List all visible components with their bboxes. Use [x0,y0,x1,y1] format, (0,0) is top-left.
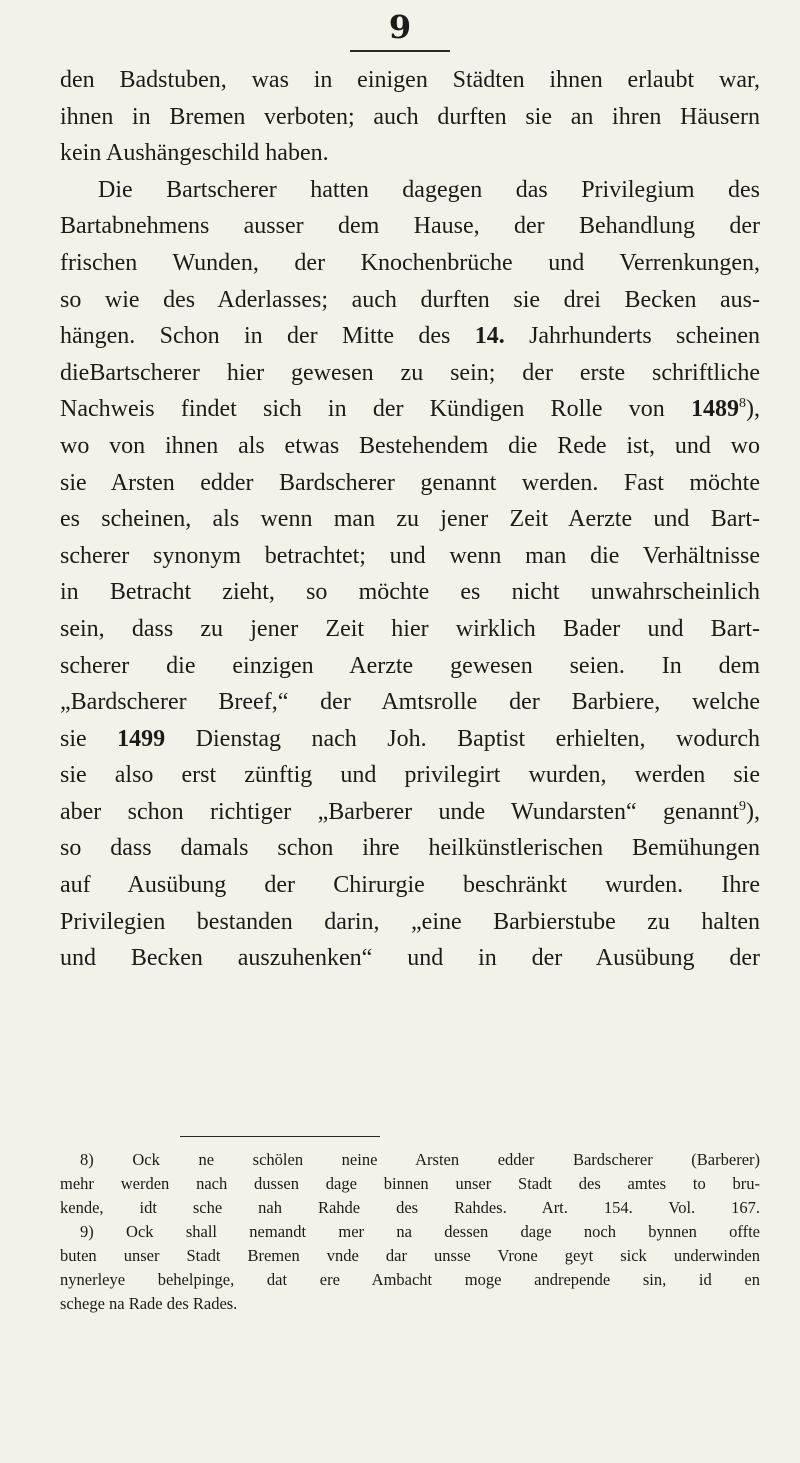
header-rule [350,50,450,52]
body-line: Bartabnehmens ausser dem Hause, der Behandlung der [60,213,760,240]
footnote-line: mehr werden nach dussen dage binnen unser Stadt des amtes to bru- [60,1174,760,1193]
year-number: 1499 [117,725,166,752]
footnote-ref-9: 9 [739,798,746,814]
footnote-text: Ock ne schölen neine Arsten edder Bardscherer (Barberer) [132,1150,761,1169]
body-line-text: sie [60,725,87,752]
body-line-text: Dienstag nach Joh. Baptist erhielten, wodurch [195,725,761,752]
footnote-line: schege na Rade des Rades. [60,1294,238,1313]
body-line: wo von ihnen als etwas Bestehendem die Rede ist, und wo [60,432,760,459]
body-line [60,794,760,831]
body-line-text: Nachweis findet sich in der Kündigen Rolle von [60,396,665,423]
body-line: „Bardscherer Breef,“ der Amtsrolle der Barbiere, welche [60,689,760,716]
footnote-line [60,1148,760,1172]
body-line: ihnen in Bremen verboten; auch durften sie an ihren Häusern [60,103,760,130]
body-line: Privilegien bestanden darin, „eine Barbierstube zu halten [60,908,760,935]
body-line [60,318,760,355]
body-text [60,62,760,977]
body-line: Die Bartscherer hatten dagegen das Privilegium des [98,176,760,203]
body-line: so wie des Aderlasses; auch durften sie drei Becken aus- [60,286,760,313]
body-line [60,391,760,428]
body-line: auf Ausübung der Chirurgie beschränkt wurden. Ihre [60,872,760,899]
body-line: sie also erst zünftig und privilegirt wurden, werden sie [60,762,760,789]
footnote-line: kende, idt sche nah Rahde des Rahdes. Art. 154. Vol. 167. [60,1198,760,1217]
body-line-text: hängen. Schon in der Mitte des [60,323,451,350]
footnotes [60,1148,760,1316]
body-line: scherer synonym betrachtet; und wenn man die Verhältnisse [60,542,760,569]
footnote-rule [180,1136,380,1137]
body-line: dieBartscherer hier gewesen zu sein; der erste schriftliche [60,359,760,386]
body-line: in Betracht zieht, so möchte es nicht unwahrscheinlich [60,579,760,606]
body-line: es scheinen, als wenn man zu jener Zeit Aerzte und Bart- [60,506,760,533]
body-line: den Badstuben, was in einigen Städten ihnen erlaubt war, [60,67,760,93]
year-number: 1489 [691,396,740,423]
body-line: frischen Wunden, der Knochenbrüche und Verrenkungen, [60,249,760,276]
footnote-text: Ock shall nemandt mer na dessen dage noch bynnen offte [126,1222,761,1241]
body-line: kein Aushängeschild haben. [60,140,329,167]
body-line: sie Arsten edder Bardscherer genannt werden. Fast möchte [60,469,760,496]
footnote-line: buten unser Stadt Bremen vnde dar unsse Vrone geyt sick underwinden [60,1246,760,1265]
body-line: so dass damals schon ihre heilkünstlerischen Bemühungen [60,835,760,862]
body-line-text: Jahrhunderts scheinen [529,323,761,350]
body-line-text: ), [746,798,760,825]
footnote-ref-8: 8 [739,396,747,412]
footnote-line [60,1220,760,1244]
body-line [60,721,760,758]
body-line: und Becken auszuhenken“ und in der Ausübung der [60,945,760,972]
footnote-marker-9: 9) [80,1222,127,1241]
body-line-text: ), [746,396,761,423]
footnote-line: nynerleye behelpinge, dat ere Ambacht moge andrepende sin, id en [60,1270,760,1289]
footnote-marker-8: 8) [80,1150,133,1169]
body-line-text: aber schon richtiger „Barberer unde Wundarsten“ genannt [60,798,739,825]
body-line: sein, dass zu jener Zeit hier wirklich Bader und Bart- [60,615,760,642]
century-number: 14. [474,323,505,350]
page-number: 9 [388,8,412,46]
body-line: scherer die einzigen Aerzte gewesen seien. In dem [60,652,760,679]
